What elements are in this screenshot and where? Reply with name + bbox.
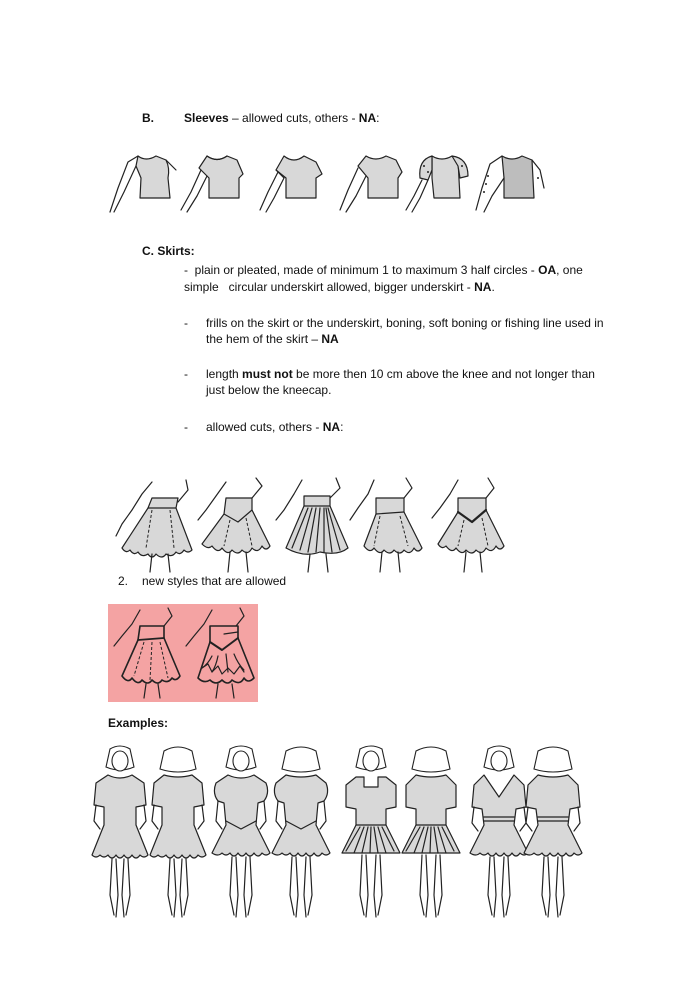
example-figure-6 [400, 745, 462, 920]
bullet-4-na: NA [322, 420, 341, 434]
sleeve-cut-3 [256, 148, 336, 216]
skirts-bullet-3-line-2: just below the kneecap. [206, 383, 332, 397]
bullet-1-text-b: , one [556, 263, 583, 277]
section-b-letter: B. [142, 111, 154, 125]
skirt-cut-1 [108, 476, 200, 574]
sleeve-cut-6 [474, 148, 554, 216]
example-figure-1 [90, 745, 150, 920]
examples-heading [108, 715, 168, 732]
skirts-bullet-4-line: allowed cuts, others - NA: [206, 420, 344, 434]
skirts-bullet-2-line-1: frills on the skirt or the underskirt, boning, soft boning or fishing line used in [206, 316, 604, 330]
sleeves-title: Sleeves [184, 111, 229, 125]
new-styles-number: 2. [118, 574, 129, 588]
sleeves-na: NA [358, 111, 377, 125]
sleeve-cut-2 [177, 148, 257, 216]
skirts-bullet-2-line-2: the hem of the skirt – NA [206, 332, 339, 346]
example-figure-8 [522, 745, 584, 920]
sleeves-colon: : [376, 111, 380, 125]
skirts-bullet-4-dash: - [184, 420, 188, 434]
skirts-bullet-1-line-2 [184, 279, 495, 296]
bullet-1-text-a: plain or pleated, made of minimum 1 to maximum 3 half circles - [194, 263, 539, 277]
example-figure-3 [210, 745, 272, 920]
sleeves-heading [184, 110, 379, 127]
skirts-bullet-2-dash: - [184, 316, 188, 330]
skirts-bullet-3-dash: - [184, 367, 188, 381]
skirts-title: C. Skirts: [142, 244, 195, 258]
skirts-bullet-1-line-1 [184, 262, 583, 279]
bullet-3-must-not: must not [242, 367, 293, 381]
bullet-dash: - [184, 263, 188, 277]
new-styles-label: new styles that are allowed [142, 574, 287, 588]
new-styles-highlight [108, 604, 258, 702]
new-style-1 [110, 606, 184, 700]
example-figure-2 [148, 745, 208, 920]
bullet-1-oa: OA [538, 263, 557, 277]
sleeve-cut-5 [402, 148, 482, 216]
example-figure-4 [270, 745, 332, 920]
section-b-heading [142, 110, 154, 127]
bullet-1-period: . [491, 280, 495, 294]
sleeves-rest: – allowed cuts, others - [228, 111, 359, 125]
skirts-bullet-3-line-1: length must not be more then 10 cm above the knee and not longer than [206, 367, 595, 381]
examples-title: Examples: [108, 716, 169, 730]
example-figure-7 [468, 745, 530, 920]
sleeve-cut-1 [108, 148, 188, 216]
bullet-1-text-c: simple circular underskirt allowed, bigger underskirt - [184, 280, 475, 294]
new-style-2 [182, 606, 256, 700]
skirt-cut-5 [424, 476, 516, 574]
bullet-1-na: NA [474, 280, 492, 294]
example-figure-5 [340, 745, 402, 920]
bullet-2-na: NA [321, 332, 339, 346]
skirts-heading [142, 243, 195, 260]
